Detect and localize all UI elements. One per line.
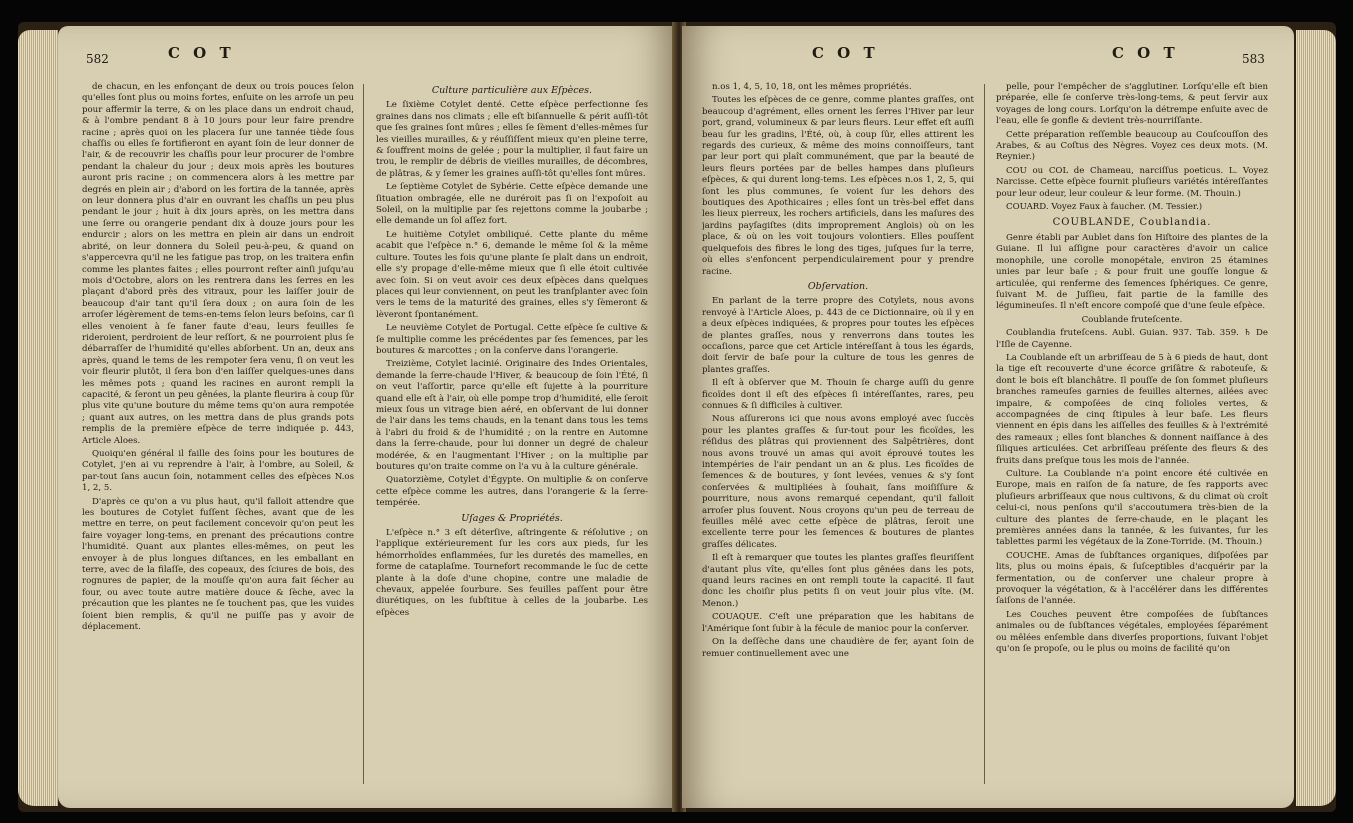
right-column-1: [702, 82, 974, 794]
section-title: Culture particulière aux Eſpèces.: [431, 85, 593, 96]
paragraph: COUAQUE. C'eſt une préparation que les habitans de l'Amérique ſont ſubir à la fécule de manioc pour la conſerver.: [702, 612, 974, 634]
paragraph: Il eſt à remarquer que toutes les plantes graſſes fleuriſſent d'autant plus vîte, qu'elles ſont plus gênées dans les pots, quand leurs racines en ont rempli toute la capacité. Il faut donc les choiſir plus petits ſi on veut jouir plus vîte. (M. Menon.): [702, 553, 974, 609]
paragraph: On la deſſèche dans une chaudière de fer, ayant ſoin de remuer continuellement avec une: [702, 637, 974, 659]
paragraph: Il eſt à obſerver que M. Thouin ſe charge auſſi du genre ficoïdes dont il eſt des eſpèces ſi intéreſſantes, rares, peu connues & ſi difficiles à cultiver.: [702, 378, 974, 411]
paragraph: COUCHE. Amas de ſubſtances organiques, diſpoſées par lits, plus ou moins épais, & ſuſceptibles d'acquérir par la fermentation, ou de conſerver une chaleur propre à provoquer la végétation, & à l'accélérer dans les différentes ſaiſons de l'année.: [996, 550, 1268, 607]
paragraph: de chacun, en les enfonçant de deux ou trois pouces ſelon qu'elles ſont plus ou moins fortes, enſuite on les arroſe un peu pour affermir la terre, & on les place dans un endroit chaud, & à l'ombre pendant 8 à 10 jours pour leur faire prendre racine ; après quoi on les placera ſur une tannée tiède ſous chaſſis ou elles ſe fortifieront en ayant ſoin de leur donner de l'air, & de recouvrir les chaſſis pour leur procurer de l'ombre pendant la chaleur du jour ; deux mois après les boutures auront pris racine ; on commencera alors à les mettre par degrés en plein air ; d'abord on les fortira de la tannée, après on leur donnera plus d'air en ouvrant les chaſſis un peu plus pendant le jour ; huit à dix jours après, on les mettra dans une ſerre ou orangerie pendant dix à douze jours pour les endurcir ; alors on les mettra en plein air dans un endroit abrité, on leur donnera du Soleil peu-à-peu, & quand on s'appercevra qu'il ne les fatigue pas trop, on les traitera enfin comme les plantes faites ; elles pourront reſter ainſi juſqu'au mois d'Octobre, alors on les rentrera dans les ſerres en les plaçant d'abord près des vitraux, pour les laiſſer jouir de beaucoup d'air tant qu'il ſera doux ; on aura ſoin de les arroſer légèrement de tems-en-tems ſelon leurs beſoins, car ſi elles venoient à ſe faner faute d'eau, leurs feuilles ſe rideroient, perdroient de leur reſſort, & ne pourroient plus ſe débarraſſer de l'humidité qu'elles abſorbent. Un an, deux ans après, quand le tems de les rempoter ſera venu, ſi on veut les voir fleurir plutôt, il ſera bon d'en laiſſer quelques-unes dans les mêmes pots ; quand les racines en auront rempli la capacité, & ſeront un peu gênées, la plante fleurira à coup ſûr plus vite qu'une bouture du même tems qu'on aura rempotée ; quant aux autres, on les mettra dans de plus grands pots remplis de la première eſpèce de terre indiquée p. 443, Article Aloes.: [82, 82, 354, 446]
paragraph: Quoiqu'en général il faille des ſoins pour les boutures de Cotylet, j'en ai vu reprendre à l'air, à l'ombre, au Soleil, & par-tout ſans aucun ſoin, notamment celles des eſpèces N.os 1, 2, 5.: [82, 449, 354, 494]
paragraph: Le ſeptième Cotylet de Sybérie. Cette eſpèce demande une ſituation ombragée, elle ne duréroit pas ſi on l'expoſoit au Soleil, on la multiplie par ſes rejettons comme la joubarbe ; elle demande un ſol aſſez fort.: [376, 182, 648, 227]
paragraph: Coublandia fruteſcens. Aubl. Guian. 937. Tab. 359. ♄ De l'Iſle de Cayenne.: [996, 328, 1268, 350]
page-number-left: 582: [86, 52, 109, 66]
paragraph: Quatorzième, Cotylet d'Égypte. On multiplie & on conſerve cette eſpèce comme les autres, dans l'orangerie & la ſerre-tempérée.: [376, 475, 648, 509]
section-title: Obſervation.: [807, 280, 869, 292]
paragraph: Treizième, Cotylet lacinié. Originaire des Indes Orientales, demande la ſerre-chaude l'Hiver, & beaucoup de ſoin l'Été, ſi on veut l'aſſortir, parce qu'elle eſt ſujette à la pourriture quand elle eſt à l'air, où elle pompe trop d'humidité, elle ſeroit mieux ſous un vitrage bien aéré, en obſervant de lui donner de l'air dans les tems chauds, en la tenant dans tous les tems à l'abri du froid & de l'humidité ; on la rentre en Automne dans la ſerre-chaude, pour lui donner un degré de chaleur modérée, & en l'augmentant l'Hiver ; on la multiplie par boutures qu'on traite comme on l'a vu à la culture générale.: [376, 359, 648, 472]
column-rule: [984, 84, 985, 784]
right-page-edges: [1296, 30, 1336, 806]
running-header-right-1: C O T: [812, 44, 879, 62]
paragraph: La Coublande eſt un arbriſſeau de 5 à 6 pieds de haut, dont la tige eſt recouverte d'une écorce griſâtre & raboteuſe, & dont le bois eſt blanchâtre. Il pouſſe de ſon ſommet pluſieurs branches rameuſes garnies de feuilles alternes, ailées avec impaire, & compoſées de cinq folioles vertes, & accompagnées de cinq ſtipules à leur baſe. Les fleurs viennent en épis dans les aiſſelles des feuilles & à l'extrémité des rameaux ; elles ſont blanches & donnent naiſſance à des ſiliques articulées. Cet arbriſſeau préſente des fleurs & des fruits dans preſque tous les mois de l'année.: [996, 352, 1268, 466]
paragraph: Le ſixième Cotylet denté. Cette eſpèce perfectionne ſes graines dans nos climats ; elle eſt biſannuelle & périt auſſi-tôt que ſes graines ſont mûres ; elles ſe ſèment d'elles-mêmes ſur les vieilles murailles, & y réuſſiſſent mieux qu'en pleine terre, & ſouffrent moins de gelée ; pour la multiplier, il faut faire un trou, le remplir de débris de vieilles murailles, de décombres, de plâtras, & y ſemer les graines auſſi-tôt qu'elles ſont mûres.: [376, 100, 648, 179]
paragraph: pelle, pour l'empêcher de s'agglutiner. Lorſqu'elle eſt bien préparée, elle ſe conſerve très-long-tems, & peut ſervir aux voyages de long cours. Lorſqu'on la détrempe enſuite avec de l'eau, elle ſe gonfle & devient très-nourriſſante.: [996, 82, 1268, 127]
paragraph: Cette préparation reſſemble beaucoup au Couſcouſſon des Arabes, & au Coſtus des Nègres. Voyez ces deux mots. (M. Reynier.): [996, 129, 1268, 163]
paragraph: Genre établi par Aublet dans ſon Hiſtoire des plantes de la Guiane. Il lui aſſigne pour caractères d'avoir un calice monophile, une corolle monopétale, environ 25 étamines unies par leur baſe ; & pour fruit une gouſſe longue & articulée, qui renferme des ſemences ſphériques. Ce genre, ſuivant M. de Juſſieu, fait partie de la famille des légumineuſes. Il n'eſt encore compoſé que d'une ſeule eſpèce.: [996, 232, 1268, 312]
paragraph: D'après ce qu'on a vu plus haut, qu'il falloit attendre que les boutures de Cotylet fuſſent ſèches, avant que de les mettre en terre, on peut facilement concevoir qu'on peut les faire voyager long-tems, en prenant des précautions contre l'humidité. Quant aux plantes elles-mêmes, on peut les envoyer à de plus longues diſtances, en les emballant en terre, avec de la filaſſe, des copeaux, des ſciures de bois, des rognures de papier, de la mouſſe qu'on aura fait ſécher au four, ou avec toute autre matière douce & ſèche, avec la précaution que les plantes ne ſe touchent pas, que les vuides ſoient bien remplis, & qu'il ne puiſſe pas y avoir de déplacement.: [82, 496, 354, 633]
paragraph: Les Couches peuvent être compoſées de ſubſtances animales ou de ſubſtances végétales, employées ſéparément ou mêlées enſemble dans diverſes proportions, ſuivant l'objet qu'on ſe propoſe, ou le plus ou moins de facilité qu'on: [996, 609, 1268, 655]
left-column-1: [82, 82, 354, 794]
page-number-right: 583: [1242, 52, 1265, 66]
running-header-left: C O T: [168, 44, 235, 62]
right-column-2: [996, 82, 1268, 794]
left-page: [58, 26, 676, 808]
open-book: [18, 22, 1336, 812]
paragraph: Le neuvième Cotylet de Portugal. Cette eſpèce ſe cultive & ſe multiplie comme les précédentes par ſes ſemences, par les boutures & marcottes ; on la conſerve dans l'orangerie.: [376, 323, 648, 356]
paragraph: Le huitième Cotylet ombiliqué. Cette plante du même acabit que l'eſpèce n.° 6, demande le même ſol & la même culture. Toutes les fois qu'une plante ſe plaît dans un endroit, elle s'y propage d'elle-même mieux que ſi elle étoit cultivée avec ſoin. Si on veut avoir ces deux eſpèces dans quelques places qui leur conviennent, on peut les tranſplanter avec ſoin vers le tems de la maturité des graines, elles s'y ſèmeront & lèveront ſpontanément.: [376, 229, 648, 320]
paragraph: COU ou COL de Chameau, narciſſus poeticus. L. Voyez Narcisse. Cette eſpèce fournit pluſieurs variétés intéreſſantes pour leur odeur, leur couleur & leur forme. (M. Thouin.): [996, 165, 1268, 199]
paragraph: L'eſpèce n.° 3 eſt déterſive, aſtringente & réſolutive ; on l'applique extérieurement ſur les cors aux pieds, ſur les hémorrhoïdes enflammées, ſur les duretés des mamelles, en forme de cataplaſme. Tournefort recommande le ſuc de cette plante à la doſe d'une chopine, contre une maladie de chevaux, appelée ſourbure. Ses feuilles paſſent pour être diurétiques, on les ſubſtitue à celles de la joubarbe. Les eſpèces: [376, 528, 648, 618]
running-header-right-2: C O T: [1112, 44, 1179, 62]
paragraph: Culture. La Coublande n'a point encore été cultivée en Europe, mais en raiſon de ſa nature, de ſes rapports avec pluſieurs arbriſſeaux que nous cultivons, & du climat où croît celui-ci, nous penſons qu'il s'accoutumera très-bien de la culture des plantes de ſerre-chaude, en le plaçant les premières années dans la tannée, & les ſuivantes, ſur les tablettes parmi les végétaux de la Zone-Torride. (M. Thouin.): [996, 469, 1268, 548]
paragraph: Toutes les eſpèces de ce genre, comme plantes graſſes, ont beaucoup d'agrément, elles ornent les ſerres l'Hiver par leur port, grand, volumineux & par leurs fleurs. Leur effet eſt auſſi beau ſur les gradins, l'Été, où, à coup ſûr, elles attirent les regards des curieux, & même des moins connoiſſeurs, tant par leur port qui plaît communément, que par la beauté de leurs fleurs portées par de belles hampes dans pluſieurs eſpèces, & qui durent long-tems. Les eſpèces n.os 1, 2, 5, qui ſont les plus communes, ſe voient ſur les dehors des boutiques des Apothicaires ; elles ſont un très-bel effet dans les lieux pierreux, les rochers artificiels, dans les maſures des jardins payſagiſtes (dits improprement Anglois) où on les place, & où on les voit toujours volontiers. Elles pouſſent quelquefois des fibres le long des tiges, juſques ſur la terre, où elles s'enfoncent perpendiculairement pour y prendre racine.: [702, 95, 974, 277]
paragraph: n.os 1, 4, 5, 10, 18, ont les mêmes propriétés.: [712, 82, 912, 92]
left-page-edges: [18, 30, 58, 806]
left-column-2: [376, 82, 648, 794]
entry-heading: COUBLANDE, Coublandia.: [1052, 217, 1212, 229]
right-page: [682, 26, 1294, 808]
section-title: Uſages & Propriétés.: [461, 512, 563, 524]
paragraph: Coublande fruteſcente.: [1081, 314, 1183, 325]
paragraph: Nous aſſurerons ici que nous avons employé avec ſuccès pour les plantes graſſes & ſur-tout pour les ficoïdes, les réſidus des plâtras qui proviennent des Salpêtrières, dont nous avons trouvé un amas qui avoit éprouvé toutes les intempéries de l'air pendant un an & plus. Les ficoïdes de ſemences & de boutures, y ſont levées, venues & s'y ſont conſervées & multipliées à ſouhait, ſans moiſiſſure & pourriture, nous avons remarqué cependant, qu'il falloit arroſer plus ſouvent. Nous croyons qu'un peu de terreau de feuilles mêlé avec cette eſpèce de plâtras, ſeroit une excellente terre pour les ſemences & boutures de plantes graſſes délicates.: [702, 414, 974, 550]
paragraph: En parlant de la terre propre des Cotylets, nous avons renvoyé à l'Article Aloes, p. 443 de ce Dictionnaire, où il y en a deux eſpèces indiquées, & propres pour toutes les eſpèces de plantes graſſes, nous y renverrons dans toutes les occaſions, parce que cet Article intéreſſant à tous les égards, doit ſervir de baſe pour la culture de tous les genres de plantes graſſes.: [702, 296, 974, 375]
column-rule: [363, 84, 364, 784]
paragraph: COUARD. Voyez Faux à faucher. (M. Tessier.): [1006, 202, 1203, 213]
